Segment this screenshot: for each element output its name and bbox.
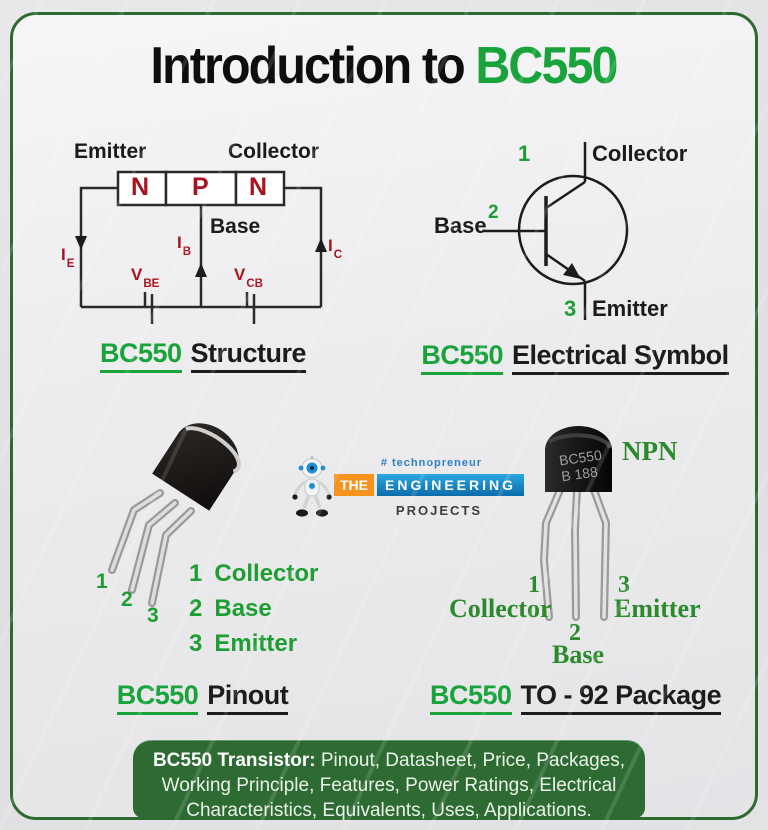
package-caption-rest: TO - 92 Package xyxy=(521,680,722,715)
page-title-highlight: BC550 xyxy=(475,37,618,95)
package-pin3-label: Emitter xyxy=(614,594,701,623)
package-type-label: NPN xyxy=(622,436,678,466)
pinout-legend-row-3: 3 Emitter xyxy=(189,630,298,657)
logo-word-projects: PROJECTS xyxy=(395,503,482,518)
voltage-vcb-label: $V_{CB}$ xyxy=(234,265,264,291)
pinout-pin1-number: 1 xyxy=(96,570,108,593)
summary-banner xyxy=(133,740,645,822)
page-title xyxy=(0,36,768,96)
pinout-legend-row-2: 2 Base xyxy=(189,595,272,622)
symbol-base-label: Base xyxy=(434,213,487,238)
package-caption-highlight: BC550 xyxy=(430,680,512,715)
ib-arrow-up-icon xyxy=(195,263,207,277)
region-n2-label: N xyxy=(249,173,268,201)
package-pin2-label: Base xyxy=(552,640,604,669)
package-pin3-number: 3 xyxy=(618,572,630,598)
symbol-collector-label: Collector xyxy=(592,141,688,166)
package-pin1-number: 1 xyxy=(528,572,540,598)
brand-logo xyxy=(290,455,517,525)
current-ie-label: $I_E$ xyxy=(61,245,75,271)
ie-arrow-down-icon xyxy=(75,236,87,250)
npn-structure-circuit-graphic xyxy=(48,136,358,326)
current-ib-label: $I_B$ xyxy=(177,233,192,259)
package-caption xyxy=(430,680,720,711)
pinout-caption-rest: Pinout xyxy=(207,680,288,715)
pinout-caption-highlight: BC550 xyxy=(117,680,199,715)
page-title-prefix: Introduction to xyxy=(150,37,476,95)
structure-caption xyxy=(48,338,358,369)
emitter-arrow-icon xyxy=(563,263,581,279)
pinout-legend xyxy=(189,560,318,665)
structure-collector-label: Collector xyxy=(228,140,320,163)
logo-word-engineering: ENGINEERING xyxy=(377,474,524,496)
symbol-caption-rest: Electrical Symbol xyxy=(512,340,729,375)
current-ic-label: $I_C$ xyxy=(328,236,343,262)
region-n1-label: N xyxy=(131,173,150,201)
symbol-emitter-label: Emitter xyxy=(592,296,668,321)
region-p-label: P xyxy=(192,173,209,201)
banner-bold-text: BC550 Transistor: xyxy=(152,750,316,771)
voltage-vbe-label: $V_{BE}$ xyxy=(131,265,160,291)
package-pin1-label: Collector xyxy=(449,594,552,623)
structure-caption-highlight: BC550 xyxy=(100,338,182,373)
pinout-pin2-number: 2 xyxy=(121,588,133,611)
symbol-pin3-number: 3 xyxy=(564,296,577,321)
pinout-pin3-number: 3 xyxy=(147,604,159,627)
logo-tagline: # technopreneur xyxy=(380,457,482,469)
pinout-legend-row-1: 1 Collector xyxy=(189,560,319,587)
symbol-pin1-number: 1 xyxy=(518,141,531,166)
symbol-caption xyxy=(410,340,740,371)
structure-caption-rest: Structure xyxy=(191,338,307,373)
package-marking-line2: B 188 xyxy=(560,463,599,485)
structure-emitter-label: Emitter xyxy=(74,140,147,163)
structure-base-label: Base xyxy=(210,215,261,238)
banner-body-text: Pinout, Datasheet, Price, Packages, Working Principle, Features, Power Ratings, Electrical Characteristics, Equivalents, Uses, Applications. xyxy=(161,750,626,822)
pinout-caption xyxy=(95,680,310,711)
logo-word-the: THE xyxy=(334,474,374,496)
robot-mascot-icon xyxy=(290,455,334,523)
symbol-pin2-number: 2 xyxy=(488,202,499,223)
ic-arrow-up-icon xyxy=(315,238,327,252)
package-pin2-number: 2 xyxy=(569,620,581,646)
symbol-caption-highlight: BC550 xyxy=(421,340,503,375)
package-marking-line1: BC550 xyxy=(558,446,603,469)
